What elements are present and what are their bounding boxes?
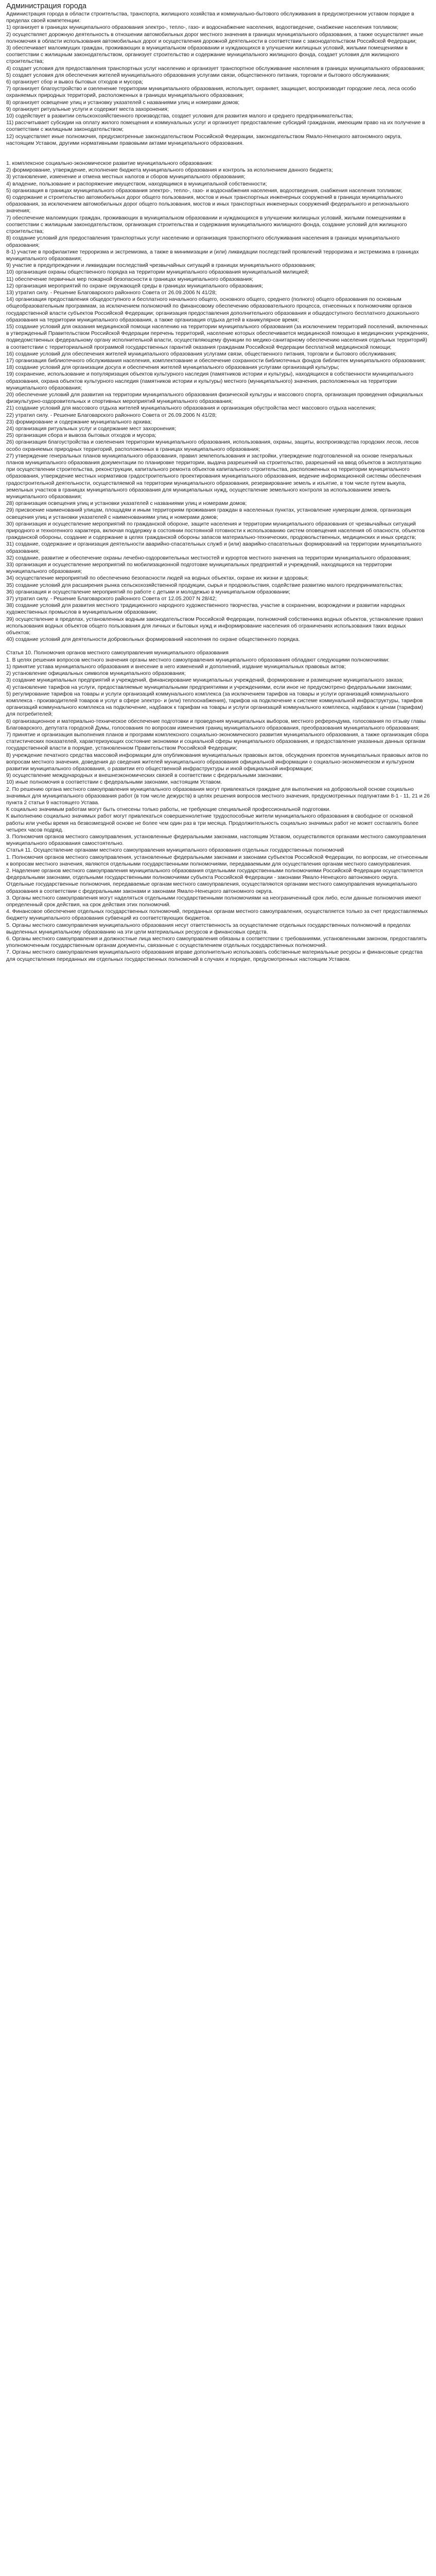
intro-paragraph: 10) содействует в развитии сельскохозяйственного производства, создает условия для развития малого и среднего предпринимательства; bbox=[6, 113, 353, 120]
local-issue-paragraph: 3) установление, изменение и отмена местных налогов и сборов муниципального образования; bbox=[6, 174, 246, 180]
section-gap bbox=[6, 154, 430, 160]
intro-paragraph: 6) организует сбор и вывоз бытовых отходов и мусора; bbox=[6, 79, 144, 86]
local-issue-paragraph: 16) создание условий для обеспечения жителей муниципального образования услугами связи, общественного питания, торговли и бытового обслуживания; bbox=[6, 351, 397, 357]
article-paragraph: Отдельные государственные полномочия, передаваемые органам местного самоуправления, осуществляются органами местного самоуправления муниципального образования в соответствии с федеральными законами и законами Ямало-Ненецкого автономного округа. bbox=[6, 882, 419, 894]
local-issue-paragraph: 28) организация освещения улиц и установки указателей с названиями улиц и номерами домов; bbox=[6, 501, 247, 507]
local-issue-paragraph: 27) утверждение генеральных планов муниципального образования, правил землепользования и застройки, утверждение подготовленной на основе генеральных планов муниципального образования документации по планировке территории, выдача разрешений на строительство, разрешений на ввод объектов в эксплуатацию при осуществлении строительства, реконструкции, капитального ремонта объектов капитального строительства, расположенных на территории муниципального образования, утверждение местных нормативов градостроительного проектирования муниципального образования, ведение информационной системы обеспечения градостроительной деятельности, осуществляемой на территории муниципального образования, резервирование земель и изъятие, в том числе путем выкупа, земельных участков в границах муниципального образования для муниципальных нужд, осуществление земельного контроля за использованием земель муниципального образования; bbox=[6, 453, 423, 500]
article-paragraph: 9) осуществление международных и внешнеэкономических связей в соответствии с федеральными законами; bbox=[6, 773, 283, 779]
article-paragraph: К социально значимым работам могут быть отнесены только работы, не требующие специальной профессиональной подготовки. bbox=[6, 807, 331, 813]
section-gap bbox=[6, 643, 430, 650]
local-issue-paragraph: 1. комплексное социально-экономическое развитие муниципального образования: bbox=[6, 161, 213, 167]
intro-paragraph: Администрация города в области строительства, транспорта, жилищного хозяйства и коммунально-бытового обслуживания в предусмотренном уставом порядке в пределах своей компетенции: bbox=[6, 11, 416, 24]
article-paragraph: К выполнению социально значимых работ могут привлекаться совершеннолетние трудоспособные жители муниципального образования в свободное от основной работы или учебы время на безвозмездной основе не более чем один раз в три месяца. Продолжительность социально значимых работ не может составлять более четырех часов подряд. bbox=[6, 814, 420, 833]
local-issue-paragraph: 18) создание условий для организации досуга и обеспечения жителей муниципального образования услугами организаций культуры; bbox=[6, 365, 339, 371]
section-gap bbox=[6, 147, 430, 154]
local-issue-paragraph: 20) обеспечение условий для развития на территории муниципального образования физической культуры и массового спорта, организация проведения официальных физкультурно-оздоровительных и спортивных мероприятий муниципального образования; bbox=[6, 392, 425, 405]
article-paragraph: 3. Органы местного самоуправления могут наделяться отдельными государственными полномочиями на неограниченный срок либо, если данные полномочия имеют определенный срок действия, на срок действия этих полномочий. bbox=[6, 895, 423, 908]
local-issue-paragraph: 36) организация и осуществление мероприятий по работе с детьми и молодежью в муниципальном образовании; bbox=[6, 589, 290, 595]
local-issue-paragraph: 31) создание, содержание и организация деятельности аварийно-спасательных служб и (или) аварийно-спасательных формирований на территории муниципального образования; bbox=[6, 541, 423, 554]
local-issue-paragraph: 23) формирование и содержание муниципального архива; bbox=[6, 419, 152, 425]
article-paragraph: 5. Органы местного самоуправления муниципального образования несут ответственность за осуществление отдельных государственных полномочий в пределах выделенных муниципальному образованию на эти цели материальных ресурсов и финансовых средств. bbox=[6, 922, 412, 935]
article-paragraph: 6) организационное и материально-техническое обеспечение подготовки и проведения муниципальных выборов, местного референдума, голосования по отзыву главы Благоварского, депутата городской Думы, голосования по вопросам изменения границ муниципального образования, преобразования муниципального образования; bbox=[6, 718, 427, 731]
local-issue-paragraph: 19) сохранение, использование и популяризация объектов культурного наследия (памятников истории и культуры), находящихся в собственности муниципального образования, охрана объектов культурного наследия (памятников истории и культуры) местного (муниципального) значения, расположенных на территории муниципального образования; bbox=[6, 371, 415, 391]
local-issue-paragraph: 10) организация охраны общественного порядка на территории муниципального образования муниципальной милицией; bbox=[6, 269, 309, 276]
article-paragraph: Статья 10. Полномочия органов местного самоуправления муниципального образования bbox=[6, 650, 229, 656]
local-issue-paragraph: 17) организация библиотечного обслуживания населения, комплектование и обеспечение сохранности библиотечных фондов библиотек муниципального образования; bbox=[6, 358, 426, 364]
local-issue-paragraph: 34) осуществление мероприятий по обеспечению безопасности людей на водных объектах, охране их жизни и здоровья; bbox=[6, 575, 309, 582]
local-issue-paragraph: 40) создание условий для деятельности добровольных формирований населения по охране общественного порядка. bbox=[6, 637, 300, 643]
article-paragraph: 3. Полномочия органов местного самоуправления, установленные федеральными законами, настоящим Уставом, осуществляются органами местного самоуправления муниципального образования самостоятельно. bbox=[6, 834, 428, 847]
intro-paragraph: 9) организует ритуальные услуги и содержит места захоронения; bbox=[6, 106, 169, 112]
local-issue-paragraph: 5) организация в границах муниципального образования электро-, тепло-, газо- и водоснабжения населения, водоотведения, снабжения населения топливом; bbox=[6, 188, 403, 194]
intro-section bbox=[6, 11, 430, 147]
article-paragraph: 1. В целях решения вопросов местного значения органы местного самоуправления муниципального образования обладают следующими полномочиями: bbox=[6, 657, 390, 663]
articles-section bbox=[6, 650, 430, 962]
article-paragraph: 4) установление тарифов на услуги, предоставляемые муниципальными предприятиями и учреждениями, если иное не предусмотрено федеральными законами; bbox=[6, 684, 412, 690]
local-issue-paragraph: 39) осуществление в пределах, установленных водным законодательством Российской Федерации, полномочий собственника водных объектов, установление правил использования водных объектов общего пользования для личных и бытовых нужд и информирование населения об ограничениях использования таких водных объектов; bbox=[6, 616, 425, 636]
local-issue-paragraph: 37) утратил силу. - Решение Благоварского районного Совета от 12.05.2007 N 28/42; bbox=[6, 596, 217, 602]
local-issue-paragraph: 2) формирование, утверждение, исполнение бюджета муниципального образования и контроль за исполнением данного бюджета; bbox=[6, 167, 333, 174]
intro-paragraph: 3) обеспечивает малоимущих граждан, проживающих в муниципальном образовании и нуждающихся в улучшении жилищных условий, жилыми помещениями в соответствии с жилищным законодательством, организует строительство и содержание муниципального жилищного фонда, создает условия для жилищного строительства; bbox=[6, 45, 409, 65]
local-issue-paragraph: 21) создание условий для массового отдыха жителей муниципального образования и организация обустройства мест массового отдыха населения; bbox=[6, 405, 376, 412]
local-issue-paragraph: 32) создание, развитие и обеспечение охраны лечебно-оздоровительных местностей и курортов местного значения на территории муниципального образования; bbox=[6, 555, 411, 561]
article-paragraph: 4. Финансовое обеспечение отдельных государственных полномочий, переданных органам местного самоуправления, осуществляется только за счет предоставляемых бюджету муниципального образования субвенций из соответствующих бюджетов. bbox=[6, 909, 429, 922]
local-issue-paragraph: 38) создание условий для развития местного традиционного народного художественного творчества, участие в сохранении, возрождении и развитии народных художественных промыслов в муниципальном образовании; bbox=[6, 603, 407, 616]
local-issue-paragraph: 12) организация мероприятий по охране окружающей среды в границах муниципального образования; bbox=[6, 283, 263, 289]
article-paragraph: 2. По решению органа местного самоуправления муниципального образования могут привлекаться граждане для выполнения на добровольной основе социально значимых для муниципального образования работ (в том числе дежурств) в целях решения вопросов местного значения, предусмотренных подпунктами 8-1 - 11, 21 и 26 пункта 2 статьи 9 настоящего Устава. bbox=[6, 786, 431, 806]
intro-paragraph: 5) создает условия для обеспечения жителей муниципального образования услугами связи, общественного питания, торговли и бытового обслуживания; bbox=[6, 72, 390, 78]
local-issue-paragraph: 8) создание условий для предоставления транспортных услуг населению и организация транспортного обслуживания населения в границах муниципального образования; bbox=[6, 235, 402, 248]
article-paragraph: 7. Органы местного самоуправления муниципального образования вправе дополнительно использовать собственные материальные ресурсы и финансовые средства для осуществления переданных им отдельных государственных полномочий в случаях и порядке, предусмотренных настоящим Уставом. bbox=[6, 950, 424, 962]
local-issue-paragraph: 6) содержание и строительство автомобильных дорог общего пользования, мостов и иных транспортных инженерных сооружений в границах муниципального образования, за исключением автомобильных дорог общего пользования, мостов и иных транспортных инженерных сооружений федерального и регионального значения; bbox=[6, 195, 411, 214]
article-paragraph: Статья 11. Осуществление органами местного самоуправления муниципального образования отдельных государственных полномочий bbox=[6, 848, 344, 854]
article-paragraph: 8) учреждение печатного средства массовой информации для опубликования муниципальных правовых актов, обсуждения проектов муниципальных правовых актов по вопросам местного значения, доведения до сведения жителей муниципального образования официальной информации о социально-экономическом и культурном развитии муниципального образования, о развитии его общественной инфраструктуры и иной официальной информации; bbox=[6, 752, 430, 772]
article-paragraph: 2. Наделение органов местного самоуправления муниципального образования отдельными государственными полномочиями Российской Федерации осуществляется федеральными законами, отдельными государственными полномочиями субъекта Российской Федерации - законами Ямало-Ненецкого автономного округа. bbox=[6, 868, 425, 881]
local-issue-paragraph: 35) создание условий для расширения рынка сельскохозяйственной продукции, сырья и продовольствия, содействие развитию малого предпринимательства; bbox=[6, 582, 403, 588]
article-paragraph: 7) принятие и организация выполнения планов и программ комплексного социально-экономического развития муниципального образования, а также организация сбора статистических показателей, характеризующих состояние экономики и социальной сферы муниципального образования, и предоставление указанных данных органам государственной власти в порядке, установленном Правительством Российской Федерации; bbox=[6, 732, 430, 752]
local-issue-paragraph: 4) владение, пользование и распоряжение имуществом, находящимся в муниципальной собственности; bbox=[6, 181, 267, 187]
article-paragraph: 2) установление официальных символов муниципального образования; bbox=[6, 671, 186, 677]
local-issue-paragraph: 22) утратил силу. - Решение Благоварского районного Совета от 26.09.2006 N 41/28; bbox=[6, 412, 217, 418]
local-issue-paragraph: 24) организация ритуальных услуг и содержание мест захоронения; bbox=[6, 426, 176, 432]
local-issues-section bbox=[6, 160, 430, 643]
intro-paragraph: 12) осуществляет иные полномочия, предусмотренные законодательством Российской Федерации, законодательством Ямало-Ненецкого автономного округа, настоящим Уставом, другими нормативными правовыми актами муниципального образования. bbox=[6, 133, 404, 146]
article-paragraph: 10) иные полномочия в соответствии с федеральными законами, настоящим Уставом. bbox=[6, 779, 222, 786]
local-issue-paragraph: 11) обеспечение первичных мер пожарной безопасности в границах муниципального образования; bbox=[6, 276, 253, 282]
local-issue-paragraph: 26) организация благоустройства и озеленения территории муниципального образования, использования, охраны, защиты, воспроизводства городских лесов, лесов особо охраняемых природных территорий, расположенных в границах муниципального образования; bbox=[6, 439, 421, 452]
local-issue-paragraph: 30) организация и осуществление мероприятий по гражданской обороне, защите населения и территории муниципального образования от чрезвычайных ситуаций природного и техногенного характера, включая поддержку в состоянии постоянной готовности к использованию систем оповещения населения об опасности, объектов гражданской обороны, создание и содержание в целях гражданской обороны запасов материально-технических, продовольственных, медицинских и иных средств; bbox=[6, 521, 426, 541]
local-issue-paragraph: 29) присвоение наименований улицам, площадям и иным территориям проживания граждан в населенных пунктах, установление нумерации домов, организация освещения улиц и установки указателей с наименованиями улиц и номерами домов; bbox=[6, 507, 413, 520]
local-issue-paragraph: 25) организация сбора и вывоза бытовых отходов и мусора; bbox=[6, 433, 156, 439]
intro-paragraph: 11) рассчитывает субсидии на оплату жилого помещения и коммунальных услуг и организует предоставление субсидий гражданам, имеющим право на их получение в соответствии с жилищным законодательством; bbox=[6, 120, 427, 133]
article-paragraph: 5) регулирование тарифов на товары и услуги организаций коммунального комплекса (за исключением тарифов на товары и услуги организаций коммунального комплекса - производителей товаров и услуг в сфере электро- и (или) теплоснабжения), тарифов на подключение к системе коммунальной инфраструктуры, тарифов организаций коммунального комплекса на подключение, надбавок к тарифам на товары и услуги организаций коммунального комплекса, надбавок к ценам (тарифам) для потребителей; bbox=[6, 691, 425, 718]
local-issue-paragraph: 33) организация и осуществление мероприятий по мобилизационной подготовке муниципальных предприятий и учреждений, находящихся на территории муниципального образования; bbox=[6, 562, 394, 575]
article-paragraph: 6. Органы местного самоуправления и должностные лица местного самоуправления обязаны в соответствии с требованиями, установленными законом, предоставлять уполномоченным государственным органам документы, связанные с осуществлением отдельных государственных полномочий. bbox=[6, 936, 428, 949]
local-issue-paragraph: 14) организация предоставления общедоступного и бесплатного начального общего, основного общего, среднего (полного) общего образования по основным общеобразовательным программам, за исключением полномочий по финансовому обеспечению образовательного процесса, отнесенных к полномочиям органов государственной власти субъектов Российской Федерации; организация предоставления дополнительного образования и общедоступного бесплатного дошкольного образования на территории муниципального образования, а также организация отдыха детей в каникулярное время; bbox=[6, 297, 421, 323]
article-paragraph: 3) создание муниципальных предприятий и учреждений, финансирование муниципальных учреждений, формирование и размещение муниципального заказа; bbox=[6, 677, 404, 684]
article-paragraph: 1. Полномочия органов местного самоуправления, установленные федеральными законами и законами субъектов Российской Федерации, по вопросам, не отнесенным к вопросам местного значения, являются отдельными государственными полномочиями, передаваемыми для осуществления органам местного самоуправления. bbox=[6, 854, 429, 867]
local-issue-paragraph: 13) утратил силу. - Решение Благоварского районного Совета от 26.09.2006 N 41/28; bbox=[6, 290, 217, 296]
local-issue-paragraph: 8-1) участие в профилактике терроризма и экстремизма, а также в минимизации и (или) ликвидации последствий проявлений терроризма и экстремизма в границах муниципального образования; bbox=[6, 249, 421, 262]
article-paragraph: 1) принятие устава муниципального образования и внесение в него изменений и дополнений, издание муниципальных правовых актов; bbox=[6, 664, 346, 670]
intro-paragraph: 7) организует благоустройство и озеленение территории муниципального образования, использует, охраняет, защищает, воспроизводит городские леса, леса особо охраняемых природных территорий, расположенных в границах муниципального образования; bbox=[6, 86, 418, 99]
intro-paragraph: 2) осуществляет дорожную деятельность в отношении автомобильных дорог местного значения в границах муниципального образования, а также осуществляет иные полномочия в области использования автомобильных дорог и осуществления дорожной деятельности в соответствии с законодательством Российской Федерации; bbox=[6, 31, 425, 44]
local-issue-paragraph: 7) обеспечение малоимущих граждан, проживающих в муниципальном образовании и нуждающихся в улучшении жилищных условий, жилыми помещениями в соответствии с жилищным законодательством, организация строительства и содержания муниципального жилищного фонда, создание условий для жилищного строительства; bbox=[6, 215, 409, 235]
document-title: Администрация города bbox=[6, 2, 86, 10]
intro-paragraph: 8) организует освещение улиц и установку указателей с названиями улиц и номерами домов; bbox=[6, 99, 240, 106]
local-issue-paragraph: 9) участие в предупреждении и ликвидации последствий чрезвычайных ситуаций в границах муниципального образования; bbox=[6, 263, 316, 269]
local-issue-paragraph: 15) создание условий для оказания медицинской помощи населению на территории муниципального образования (за исключением территорий поселений, включенных в утвержденный Правительством Российской Федерации перечень территорий, население которых обеспечивается медицинской помощью в медицинских учреждениях, подведомственных федеральному органу исполнительной власти, осуществляющему функции по медико-санитарному обеспечению населения отдельных территорий) в соответствии с территориальной программой государственных гарантий оказания гражданам Российской Федерации бесплатной медицинской помощи; bbox=[6, 324, 431, 350]
intro-paragraph: 4) создает условия для предоставления транспортных услуг населению и организует транспортное обслуживание населения в границах муниципального образования; bbox=[6, 65, 425, 72]
intro-paragraph: 1) организует в границах муниципального образования электро-, тепло-, газо- и водоснабжение населения, водоотведение, снабжение населения топливом; bbox=[6, 25, 398, 31]
